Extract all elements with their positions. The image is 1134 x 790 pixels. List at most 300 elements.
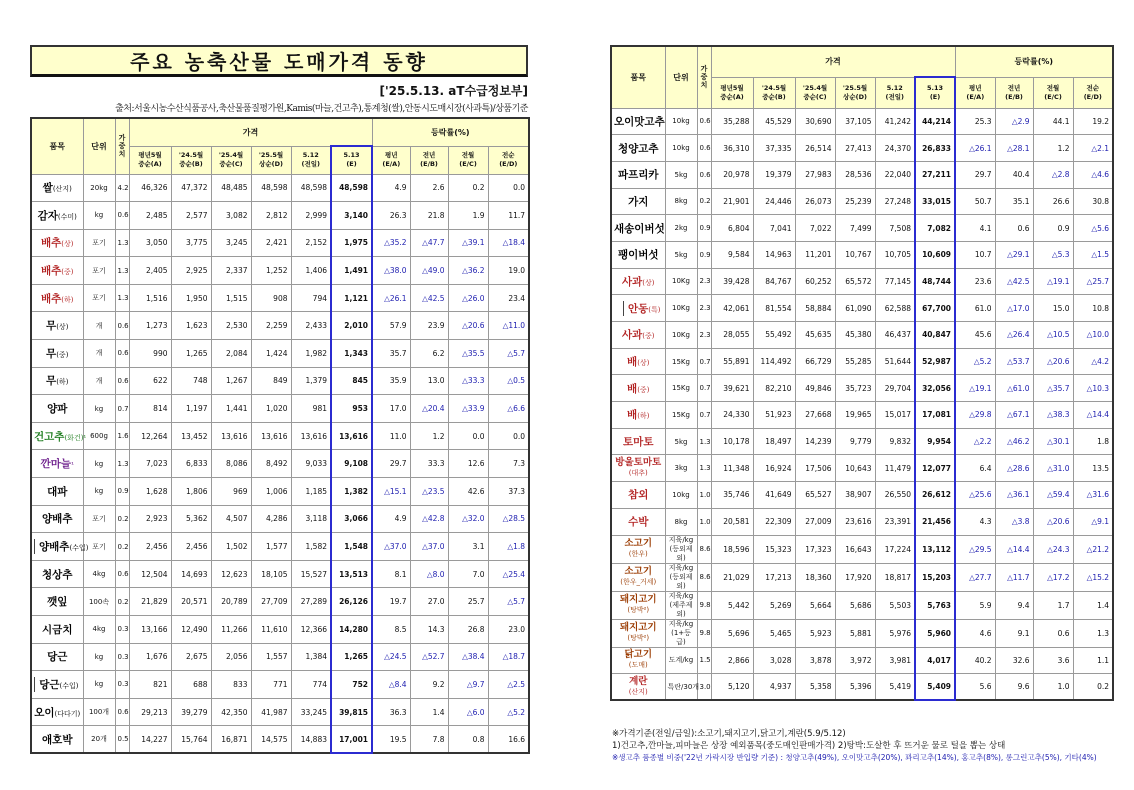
- price-d: 41,987: [251, 698, 291, 726]
- weight-cell: 1.0: [697, 482, 711, 509]
- item-name: 돼지고기: [619, 622, 657, 633]
- price-c: 18,360: [795, 563, 835, 591]
- item-name: 오이맛고추: [614, 115, 665, 128]
- price-b: 1,265: [171, 340, 211, 368]
- item-name: 배추: [40, 265, 62, 278]
- item-grade: (화건)¹: [64, 433, 87, 442]
- header-item: 품목: [611, 46, 665, 108]
- change-ed: △5.7: [488, 588, 529, 616]
- item-name-wrap: [614, 649, 663, 670]
- price-a: 6,804: [711, 215, 753, 242]
- item-name: 가지: [628, 195, 649, 208]
- unit: 3kg: [674, 464, 688, 473]
- weight-cell: 0.7: [697, 348, 711, 375]
- table-row: [31, 174, 529, 202]
- item-name-wrap: [622, 329, 655, 341]
- change-ea: △2.2: [955, 428, 995, 455]
- item-grade: (수미): [57, 212, 77, 221]
- change-ed: △18.7: [488, 643, 529, 671]
- price-p: 5,419: [875, 674, 915, 701]
- change-eb: 14.3: [410, 616, 448, 644]
- table-row: [31, 340, 529, 368]
- change-ec: 1.9: [448, 202, 488, 230]
- price-d: 11,610: [251, 616, 291, 644]
- unit: 5kg: [674, 250, 688, 259]
- unit-cell: [83, 229, 115, 257]
- unit-detail: (1+등급): [671, 628, 691, 646]
- price-d: 18,105: [251, 560, 291, 588]
- change-eb: △14.4: [995, 535, 1033, 563]
- weight-cell: 0.3: [115, 671, 129, 699]
- unit-cell: [83, 616, 115, 644]
- price-d: 4,286: [251, 505, 291, 533]
- price-e: 7,082: [915, 215, 955, 242]
- change-ec: △2.8: [1033, 161, 1073, 188]
- item-name-cell: [31, 505, 83, 533]
- header-unit: 단위: [83, 118, 115, 174]
- item-name: 배추: [40, 292, 62, 305]
- change-ed: 0.0: [488, 422, 529, 450]
- unit: kg: [94, 680, 104, 689]
- price-b: 1,950: [171, 284, 211, 312]
- item-name-cell: [31, 726, 83, 754]
- price-c: 2,084: [211, 340, 251, 368]
- price-p: 22,040: [875, 161, 915, 188]
- price-d: 908: [251, 284, 291, 312]
- unit: 지육/kg: [668, 563, 694, 572]
- price-e: 13,112: [915, 535, 955, 563]
- price-a: 35,288: [711, 108, 753, 135]
- table-row: [31, 643, 529, 671]
- change-ec: 42.6: [448, 478, 488, 506]
- item-name: 청양고추: [617, 142, 659, 155]
- price-a: 1,516: [129, 284, 171, 312]
- change-ea: 36.3: [372, 698, 410, 726]
- change-ea: 8.1: [372, 560, 410, 588]
- price-b: 7,041: [753, 215, 795, 242]
- item-name: 대파: [47, 485, 68, 498]
- change-ec: 1.7: [1033, 591, 1073, 619]
- item-name-cell: [31, 478, 83, 506]
- price-e: 32,056: [915, 375, 955, 402]
- change-ec: △38.4: [448, 643, 488, 671]
- header-col-line1: '24.5월: [178, 151, 204, 159]
- change-ea: △37.0: [372, 533, 410, 561]
- price-c: 27,009: [795, 508, 835, 535]
- table-row: [31, 560, 529, 588]
- weight-cell: 8.6: [697, 535, 711, 563]
- item-name-wrap: [614, 566, 663, 587]
- change-ed: △10.0: [1073, 322, 1113, 349]
- table-row: [611, 647, 1113, 674]
- price-c: 14,239: [795, 428, 835, 455]
- price-d: 3,972: [835, 647, 875, 674]
- change-ec: △33.3: [448, 367, 488, 395]
- header-col-line1: '25.5월: [842, 83, 868, 92]
- unit: 개: [95, 376, 103, 385]
- price-e: 752: [331, 671, 372, 699]
- price-e: 48,744: [915, 268, 955, 295]
- unit-cell: [665, 508, 697, 535]
- change-ea: △19.1: [955, 375, 995, 402]
- price-c: 3,878: [795, 647, 835, 674]
- item-name: 계란: [629, 675, 648, 687]
- change-ec: △6.0: [448, 698, 488, 726]
- change-ed: △0.5: [488, 367, 529, 395]
- price-b: 2,577: [171, 202, 211, 230]
- change-eb: 21.8: [410, 202, 448, 230]
- price-a: 2,456: [129, 533, 171, 561]
- weight-cell: 4.2: [115, 174, 129, 202]
- header-unit: 단위: [665, 46, 697, 108]
- table-row: [611, 482, 1113, 509]
- item-grade: (상): [637, 359, 650, 368]
- price-c: 27,668: [795, 402, 835, 429]
- price-p: 12,366: [291, 616, 331, 644]
- price-b: 16,924: [753, 455, 795, 482]
- price-d: 1,020: [251, 395, 291, 423]
- change-ec: 0.8: [448, 726, 488, 754]
- change-ed: △28.5: [488, 505, 529, 533]
- price-e: 845: [331, 367, 372, 395]
- change-eb: 40.4: [995, 161, 1033, 188]
- item-grade: (상): [56, 323, 69, 332]
- change-ea: △35.2: [372, 229, 410, 257]
- weight-cell: 0.6: [697, 108, 711, 135]
- unit: 10kg: [672, 490, 690, 499]
- unit-cell: [83, 312, 115, 340]
- change-ea: △8.4: [372, 671, 410, 699]
- price-d: 1,577: [251, 533, 291, 561]
- item-name-wrap: [41, 458, 74, 470]
- price-c: 20,789: [211, 588, 251, 616]
- table-row: [31, 450, 529, 478]
- item-name: 무: [46, 375, 57, 388]
- weight-cell: 1.0: [697, 508, 711, 535]
- price-p: 794: [291, 284, 331, 312]
- price-a: 1,273: [129, 312, 171, 340]
- change-eb: △26.4: [995, 322, 1033, 349]
- table-row: [611, 108, 1113, 135]
- header-col-line2: 상순(D): [843, 92, 867, 101]
- unit: 10Kg: [672, 330, 690, 339]
- unit: 2kg: [674, 224, 688, 233]
- weight-cell: 2.3: [697, 295, 711, 322]
- item-detail: (한우): [628, 550, 648, 558]
- change-ed: 1.1: [1073, 647, 1113, 674]
- unit-cell: [665, 482, 697, 509]
- change-ed: △11.0: [488, 312, 529, 340]
- unit: 15Kg: [672, 357, 690, 366]
- change-eb: 1.2: [410, 422, 448, 450]
- header-col-line2: (E/A): [382, 160, 401, 168]
- item-detail: (산지): [628, 687, 648, 696]
- item-name-wrap: [628, 516, 648, 528]
- price-a: 990: [129, 340, 171, 368]
- change-eb: 6.2: [410, 340, 448, 368]
- change-ed: △5.6: [1073, 215, 1113, 242]
- weight-cell: 1.3: [697, 428, 711, 455]
- item-name: 안동: [627, 302, 649, 315]
- header-col-line2: (E/D): [1083, 92, 1102, 101]
- price-c: 66,729: [795, 348, 835, 375]
- change-ec: △59.4: [1033, 482, 1073, 509]
- unit-cell: [665, 295, 697, 322]
- price-p: 48,598: [291, 174, 331, 202]
- price-p: 17,224: [875, 535, 915, 563]
- unit: 지육/kg: [668, 535, 694, 544]
- price-a: 21,029: [711, 563, 753, 591]
- price-a: 1,676: [129, 643, 171, 671]
- change-ed: 11.7: [488, 202, 529, 230]
- item-name: 방울토마토: [615, 457, 662, 469]
- unit: 100개: [88, 708, 110, 717]
- item-name: 새송이버섯: [614, 222, 665, 235]
- table-header: [31, 118, 529, 174]
- price-e: 1,265: [331, 643, 372, 671]
- price-e: 40,847: [915, 322, 955, 349]
- price-a: 2,866: [711, 647, 753, 674]
- change-eb: 35.1: [995, 188, 1033, 215]
- price-c: 1,502: [211, 533, 251, 561]
- change-ea: 29.7: [372, 450, 410, 478]
- change-ed: 1.8: [1073, 428, 1113, 455]
- price-e: 17,081: [915, 402, 955, 429]
- header-col-line2: (E/B): [1005, 92, 1023, 101]
- unit: 개: [95, 349, 103, 358]
- item-name-cell: [611, 591, 665, 619]
- change-ea: 11.0: [372, 422, 410, 450]
- change-ed: △5.2: [488, 698, 529, 726]
- unit: 5kg: [674, 170, 688, 179]
- weight-cell: 0.6: [697, 161, 711, 188]
- price-b: 6,833: [171, 450, 211, 478]
- unit: 특란/30개: [667, 682, 700, 691]
- price-a: 7,023: [129, 450, 171, 478]
- table-row: [31, 616, 529, 644]
- item-name-wrap: [46, 375, 68, 387]
- price-c: 1,515: [211, 284, 251, 312]
- price-a: 39,621: [711, 375, 753, 402]
- price-d: 5,396: [835, 674, 875, 701]
- header-col-line2: 중순(B): [762, 92, 786, 101]
- change-eb: 1.4: [410, 698, 448, 726]
- item-name: 무: [46, 347, 57, 360]
- header-col-line1: '25.4월: [802, 83, 828, 92]
- price-a: 36,310: [711, 135, 753, 162]
- item-name-cell: [611, 135, 665, 162]
- price-a: 2,485: [129, 202, 171, 230]
- price-a: 622: [129, 367, 171, 395]
- price-p: 14,883: [291, 726, 331, 754]
- weight-cell: 0.6: [115, 367, 129, 395]
- price-e: 33,015: [915, 188, 955, 215]
- table-row: [31, 478, 529, 506]
- change-ed: 30.8: [1073, 188, 1113, 215]
- change-ec: △39.1: [448, 229, 488, 257]
- change-eb: △3.8: [995, 508, 1033, 535]
- price-c: 2,337: [211, 257, 251, 285]
- item-name-wrap: [623, 436, 653, 448]
- unit: kg: [94, 652, 104, 661]
- change-ed: 19.2: [1073, 108, 1113, 135]
- price-e: 1,491: [331, 257, 372, 285]
- header-col-line2: 중순(B): [179, 160, 203, 168]
- item-name-cell: [611, 108, 665, 135]
- header-col-line1: 5.12: [302, 151, 319, 159]
- price-b: 14,963: [753, 241, 795, 268]
- price-c: 3,245: [211, 229, 251, 257]
- price-a: 5,696: [711, 619, 753, 647]
- item-grade: (수입): [59, 681, 79, 690]
- header-col: [1033, 77, 1073, 108]
- table-row: [31, 395, 529, 423]
- item-name-wrap: [614, 622, 663, 643]
- price-a: 3,050: [129, 229, 171, 257]
- price-b: 37,335: [753, 135, 795, 162]
- header-col-line2: (E): [346, 160, 357, 169]
- change-ed: △25.4: [488, 560, 529, 588]
- item-name-wrap: [627, 409, 649, 421]
- table-body: [611, 108, 1113, 700]
- unit-cell: [665, 535, 697, 563]
- price-a: 9,584: [711, 241, 753, 268]
- table-row: [611, 535, 1113, 563]
- unit: kg: [94, 459, 104, 468]
- price-e: 39,815: [331, 698, 372, 726]
- table-row: [31, 202, 529, 230]
- table-row: [611, 375, 1113, 402]
- change-eb: △20.4: [410, 395, 448, 423]
- header-col-line2: 상순(D): [259, 160, 283, 168]
- price-table-left: [30, 117, 530, 754]
- weight-cell: 1.3: [115, 229, 129, 257]
- change-ec: 3.6: [1033, 647, 1073, 674]
- price-c: 7,022: [795, 215, 835, 242]
- weight-cell: 1.5: [697, 647, 711, 674]
- weight-cell: 2.3: [697, 322, 711, 349]
- change-ec: △20.6: [1033, 508, 1073, 535]
- change-ea: 57.9: [372, 312, 410, 340]
- item-name: 토마토: [623, 436, 654, 449]
- change-eb: △46.2: [995, 428, 1033, 455]
- header-col: [955, 77, 995, 108]
- header-col-line1: 5.13: [926, 83, 944, 92]
- price-d: 5,686: [835, 591, 875, 619]
- change-ea: △24.5: [372, 643, 410, 671]
- change-ec: 15.0: [1033, 295, 1073, 322]
- price-c: 17,506: [795, 455, 835, 482]
- change-ed: 19.0: [488, 257, 529, 285]
- change-eb: 9.4: [995, 591, 1033, 619]
- price-e: 953: [331, 395, 372, 423]
- price-d: 48,598: [251, 174, 291, 202]
- header-col-line1: 평년: [969, 83, 982, 92]
- header-col-line1: 전순: [1086, 83, 1100, 92]
- change-eb: △2.9: [995, 108, 1033, 135]
- item-name-wrap: [47, 486, 67, 498]
- price-e: 44,214: [915, 108, 955, 135]
- change-eb: △37.0: [410, 533, 448, 561]
- item-grade: (하): [637, 412, 650, 421]
- header-col: [915, 77, 955, 108]
- header-col-line2: (E/B): [420, 160, 438, 168]
- change-eb: △23.5: [410, 478, 448, 506]
- unit: 8kg: [674, 517, 688, 526]
- price-c: 26,514: [795, 135, 835, 162]
- price-d: 1,252: [251, 257, 291, 285]
- price-a: 21,829: [129, 588, 171, 616]
- item-grade: (중): [61, 268, 74, 277]
- change-eb: △28.1: [995, 135, 1033, 162]
- price-d: 1,424: [251, 340, 291, 368]
- price-b: 1,623: [171, 312, 211, 340]
- table-row: [31, 588, 529, 616]
- change-ea: 29.7: [955, 161, 995, 188]
- change-ea: △26.1: [372, 284, 410, 312]
- price-p: 981: [291, 395, 331, 423]
- change-ed: △31.6: [1073, 482, 1113, 509]
- table-row: [611, 591, 1113, 619]
- header-col-line1: 평년: [385, 151, 398, 159]
- change-ed: △6.6: [488, 395, 529, 423]
- header-col: [331, 146, 372, 174]
- change-ea: 5.6: [955, 674, 995, 701]
- price-d: 5,881: [835, 619, 875, 647]
- change-ed: △25.7: [1073, 268, 1113, 295]
- price-a: 42,061: [711, 295, 753, 322]
- item-name-wrap: [622, 276, 655, 288]
- price-c: 12,623: [211, 560, 251, 588]
- price-e: 67,700: [915, 295, 955, 322]
- item-name: 양파: [47, 403, 68, 416]
- price-e: 3,140: [331, 202, 372, 230]
- header-col: [448, 146, 488, 174]
- unit-cell: [665, 215, 697, 242]
- item-name: 양배추: [39, 541, 70, 554]
- price-p: 51,644: [875, 348, 915, 375]
- weight-cell: 9.8: [697, 619, 711, 647]
- change-ea: 40.2: [955, 647, 995, 674]
- price-b: 82,210: [753, 375, 795, 402]
- item-grade: (상): [61, 240, 74, 249]
- change-ed: 23.0: [488, 616, 529, 644]
- change-ea: 10.7: [955, 241, 995, 268]
- price-c: 5,664: [795, 591, 835, 619]
- price-a: 2,405: [129, 257, 171, 285]
- item-name-cell: [31, 698, 83, 726]
- price-a: 35,746: [711, 482, 753, 509]
- header-col: [835, 77, 875, 108]
- header-col-line2: (E/C): [459, 160, 477, 168]
- price-a: 21,901: [711, 188, 753, 215]
- price-b: 3,775: [171, 229, 211, 257]
- change-ed: △10.3: [1073, 375, 1113, 402]
- change-ea: 50.7: [955, 188, 995, 215]
- price-a: 12,264: [129, 422, 171, 450]
- price-p: 26,550: [875, 482, 915, 509]
- table-row: [31, 698, 529, 726]
- price-p: 5,503: [875, 591, 915, 619]
- table-row: [611, 135, 1113, 162]
- item-name: 팽이버섯: [617, 249, 659, 262]
- table-body: [31, 174, 529, 753]
- unit-cell: [83, 671, 115, 699]
- weight-cell: 0.2: [115, 533, 129, 561]
- price-c: 65,527: [795, 482, 835, 509]
- unit: kg: [94, 404, 104, 413]
- change-ea: 6.4: [955, 455, 995, 482]
